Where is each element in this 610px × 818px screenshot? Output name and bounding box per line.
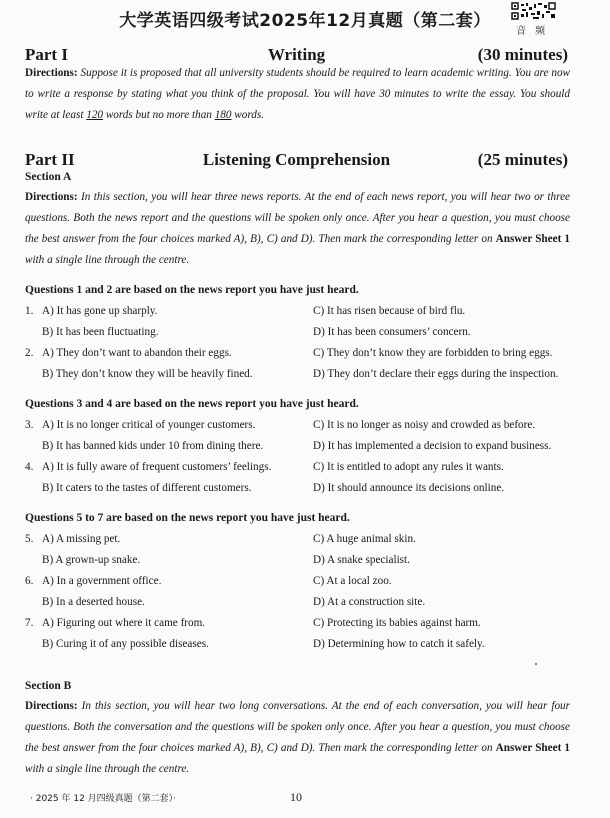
directions-text: In this section, you will hear three news reports. At the end of each news report, you will hear two or three questions. Both the news report and the questions will be spoken only once. After you hear a question, you must choose the best answer from the four choices marked A), B), C) and D). Then mark the corresponding letter on [25, 191, 570, 245]
option-d[interactable]: D) Determining how to catch it safely. [313, 638, 485, 650]
option-b[interactable]: B) A grown-up snake. [42, 554, 141, 566]
directions-text: Suppose it is proposed that all university students should be required to learn academic writing. You are now to write a response by stating what you think of the proposal. You will have 30 minutes to write the essay. You should write at least [25, 67, 571, 121]
part1-time: (30 minutes) [477, 45, 568, 64]
option-a[interactable]: A) It is fully aware of frequent customers’ feelings. [42, 461, 272, 473]
question-group-heading: Questions 5 to 7 are based on the news report you have just heard. [25, 512, 350, 524]
answer-sheet-ref: Answer Sheet 1 [495, 742, 570, 754]
audio-label: 音 频 [516, 26, 549, 37]
option-b[interactable]: B) They don’t know they will be heavily fined. [42, 368, 253, 380]
question-number: 3. [25, 419, 34, 431]
option-c[interactable]: C) It has risen because of bird flu. [313, 305, 466, 317]
question-group-heading: Questions 3 and 4 are based on the news report you have just heard. [25, 398, 359, 410]
qr-code-icon[interactable] [511, 2, 557, 20]
directions-end: words. [231, 109, 265, 121]
part2-label: Part II [25, 150, 75, 169]
option-c[interactable]: C) At a local zoo. [313, 575, 392, 587]
question-group-heading: Questions 1 and 2 are based on the news report you have just heard. [25, 284, 359, 296]
part1-directions [25, 63, 570, 126]
option-b[interactable]: B) It has banned kids under 10 from dining there. [42, 440, 264, 452]
option-a[interactable]: A) In a government office. [42, 575, 162, 587]
part2-name: Listening Comprehension [202, 150, 391, 169]
option-a[interactable]: A) It has gone up sharply. [42, 305, 158, 317]
directions-mid: words but no more than [103, 109, 215, 121]
option-b[interactable]: B) Curing it of any possible diseases. [42, 638, 209, 650]
option-a[interactable]: A) It is no longer critical of younger customers. [42, 419, 256, 431]
part2-time: (25 minutes) [477, 150, 568, 169]
page-title: 大学英语四级考试2025年12月真题（第二套） [119, 11, 491, 31]
question-number: 6. [25, 575, 34, 587]
option-c[interactable]: C) It is entitled to adopt any rules it wants. [313, 461, 504, 473]
option-d[interactable]: D) A snake specialist. [313, 554, 410, 566]
directions-label: Directions: [25, 700, 78, 712]
option-d[interactable]: D) It has implemented a decision to expand business. [313, 440, 552, 452]
question-number: 7. [25, 617, 34, 629]
option-b[interactable]: B) It caters to the tastes of different customers. [42, 482, 252, 494]
option-c[interactable]: C) A huge animal skin. [313, 533, 416, 545]
option-c[interactable]: C) Protecting its babies against harm. [313, 617, 481, 629]
question-number: 5. [25, 533, 34, 545]
question-number: 4. [25, 461, 34, 473]
option-a[interactable]: A) Figuring out where it came from. [42, 617, 206, 629]
section-b-label: Section B [25, 680, 72, 692]
directions-text: In this section, you will hear two long conversations. At the end of each conversation, you will hear four questions. Both the conversation and the questions will be spoken only once. After you hear a question, you must choose the best answer from the four choices marked A), B), C) and D). Then mark the corresponding letter on [25, 700, 570, 754]
answer-sheet-ref: Answer Sheet 1 [495, 233, 570, 245]
section-b-directions [25, 696, 570, 780]
option-c[interactable]: C) They don’t know they are forbidden to bring eggs. [313, 347, 553, 359]
directions-label: Directions: [25, 191, 78, 203]
min-words: 120 [86, 109, 104, 121]
option-a[interactable]: A) A missing pet. [42, 533, 121, 545]
question-number: 2. [25, 347, 34, 359]
section-a-label: Section A [25, 171, 72, 183]
option-d[interactable]: D) They don’t declare their eggs during the inspection. [313, 368, 559, 380]
directions-label: Directions: [25, 67, 78, 79]
max-words: 180 [214, 109, 232, 121]
part2-header [25, 150, 568, 172]
section-a-directions [25, 187, 570, 271]
part1-name: Writing [267, 45, 326, 64]
option-b[interactable]: B) It has been fluctuating. [42, 326, 159, 338]
option-d[interactable]: D) It has been consumers’ concern. [313, 326, 471, 338]
scan-speck [535, 663, 537, 665]
page-number: 10 [290, 790, 302, 804]
option-d[interactable]: D) At a construction site. [313, 596, 426, 608]
directions-end: with a single line through the centre. [25, 763, 190, 775]
directions-end: with a single line through the centre. [25, 254, 190, 266]
question-number: 1. [25, 305, 34, 317]
option-c[interactable]: C) It is no longer as noisy and crowded as before. [313, 419, 536, 431]
option-b[interactable]: B) In a deserted house. [42, 596, 145, 608]
part1-label: Part I [25, 45, 68, 64]
footer-note: · 2025 年 12 月四级真题（第二套）· [30, 794, 177, 804]
option-a[interactable]: A) They don’t want to abandon their eggs. [42, 347, 232, 359]
option-d[interactable]: D) It should announce its decisions online. [313, 482, 505, 494]
